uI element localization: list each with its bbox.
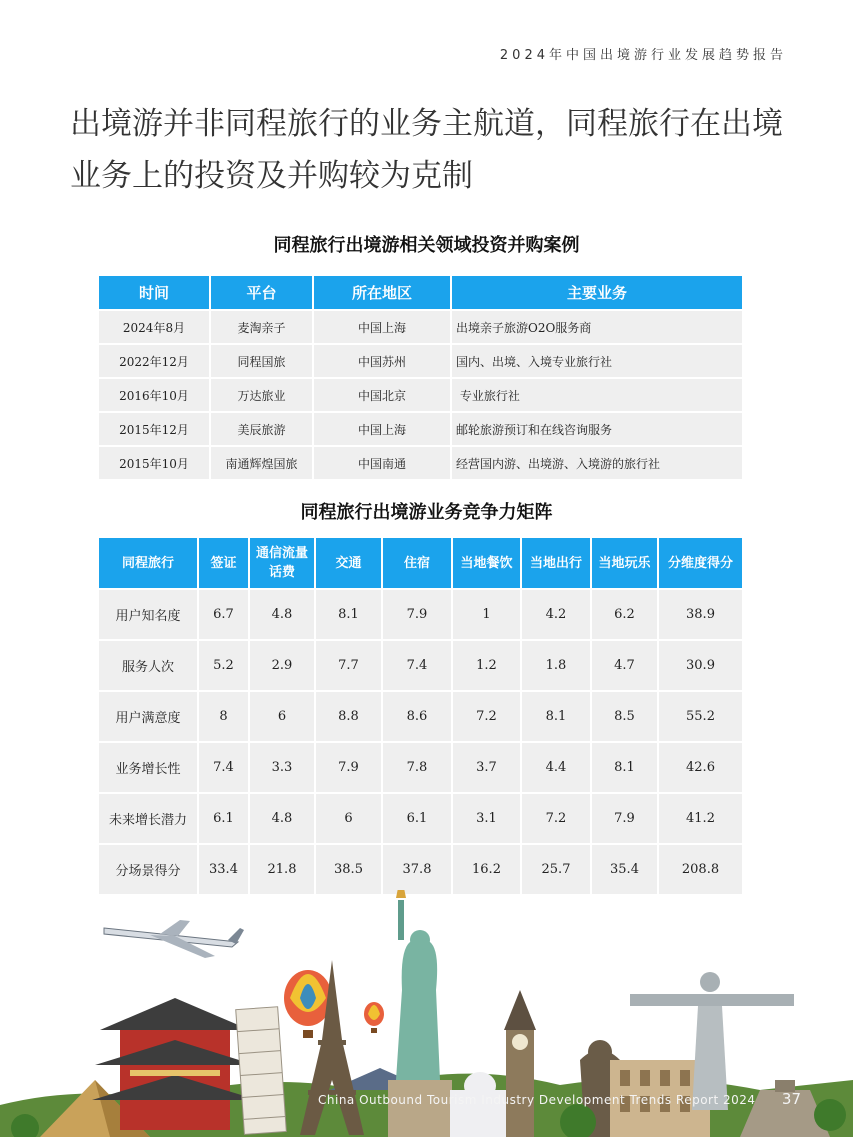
table-row <box>98 742 743 793</box>
airplane-icon <box>104 920 244 958</box>
page-number: 37 <box>781 1090 801 1108</box>
cell-platform: 南通辉煌国旅 <box>210 446 313 480</box>
cell-platform: 麦淘亲子 <box>210 310 313 344</box>
row-label-cell: 未来增长潜力 <box>98 793 198 844</box>
page-headline: 出境游并非同程旅行的业务主航道，同程旅行在出境业务上的投资及并购较为克制 <box>70 106 783 194</box>
score-cell: 30.9 <box>658 640 743 691</box>
column-header-dining: 当地餐饮 <box>452 537 521 589</box>
cell-region: 中国上海 <box>313 412 451 446</box>
score-cell: 7.9 <box>591 793 658 844</box>
column-header-local-travel: 当地出行 <box>521 537 591 589</box>
score-cell: 4.4 <box>521 742 591 793</box>
cell-time: 2022年12月 <box>98 344 210 378</box>
table-row <box>98 378 743 412</box>
cell-region: 中国南通 <box>313 446 451 480</box>
table-row <box>98 310 743 344</box>
competitiveness-matrix-table <box>97 536 744 896</box>
leaning-tower-icon <box>236 1007 287 1135</box>
score-cell: 3.7 <box>452 742 521 793</box>
score-cell: 4.8 <box>249 793 315 844</box>
score-cell: 33.4 <box>198 844 249 895</box>
column-header-dimension-score: 分维度得分 <box>658 537 743 589</box>
column-header-platform: 平台 <box>210 275 313 310</box>
score-cell: 208.8 <box>658 844 743 895</box>
score-cell: 8.1 <box>315 589 382 640</box>
score-cell: 6.1 <box>198 793 249 844</box>
column-header-activities: 当地玩乐 <box>591 537 658 589</box>
cell-platform: 美辰旅游 <box>210 412 313 446</box>
cell-business: 专业旅行社 <box>451 378 743 412</box>
column-header-region: 所在地区 <box>313 275 451 310</box>
score-cell: 4.8 <box>249 589 315 640</box>
cell-business: 经营国内游、出境游、入境游的旅行社 <box>451 446 743 480</box>
column-header-transport: 交通 <box>315 537 382 589</box>
score-cell: 7.9 <box>382 589 452 640</box>
score-cell: 1.2 <box>452 640 521 691</box>
score-cell: 16.2 <box>452 844 521 895</box>
row-label-cell: 用户知名度 <box>98 589 198 640</box>
cell-region: 中国上海 <box>313 310 451 344</box>
table-row <box>98 446 743 480</box>
row-label-cell: 业务增长性 <box>98 742 198 793</box>
column-header-time: 时间 <box>98 275 210 310</box>
score-cell: 21.8 <box>249 844 315 895</box>
score-cell: 8.6 <box>382 691 452 742</box>
score-cell: 7.2 <box>521 793 591 844</box>
score-cell: 5.2 <box>198 640 249 691</box>
cell-business: 出境亲子旅游O2O服务商 <box>451 310 743 344</box>
column-header-visa: 签证 <box>198 537 249 589</box>
score-cell: 8.8 <box>315 691 382 742</box>
score-cell: 2.9 <box>249 640 315 691</box>
table-row <box>98 691 743 742</box>
score-cell: 25.7 <box>521 844 591 895</box>
report-watermark: China Outbound Tourism Industry Development Trends Report 2024 <box>318 1093 756 1107</box>
cell-platform: 同程国旅 <box>210 344 313 378</box>
score-cell: 8.5 <box>591 691 658 742</box>
row-label-cell: 分场景得分 <box>98 844 198 895</box>
score-cell: 7.8 <box>382 742 452 793</box>
column-header-business: 主要业务 <box>451 275 743 310</box>
cell-business: 国内、出境、入境专业旅行社 <box>451 344 743 378</box>
score-cell: 6.1 <box>382 793 452 844</box>
score-cell: 1 <box>452 589 521 640</box>
score-cell: 42.6 <box>658 742 743 793</box>
cell-time: 2024年8月 <box>98 310 210 344</box>
competitiveness-table-title: 同程旅行出境游业务竞争力矩阵 <box>300 502 553 523</box>
score-cell: 3.3 <box>249 742 315 793</box>
table-row <box>98 344 743 378</box>
score-cell: 55.2 <box>658 691 743 742</box>
score-cell: 7.2 <box>452 691 521 742</box>
report-header: 2024年中国出境游行业发展趋势报告 <box>499 48 787 63</box>
cell-region: 中国苏州 <box>313 344 451 378</box>
score-cell: 8 <box>198 691 249 742</box>
big-ben-icon <box>504 990 536 1137</box>
score-cell: 6.2 <box>591 589 658 640</box>
hot-air-balloon-icon <box>364 1002 384 1033</box>
score-cell: 6 <box>249 691 315 742</box>
table-row <box>98 589 743 640</box>
score-cell: 4.7 <box>591 640 658 691</box>
score-cell: 8.1 <box>521 691 591 742</box>
score-cell: 4.2 <box>521 589 591 640</box>
table-row <box>98 640 743 691</box>
table-row <box>98 793 743 844</box>
score-cell: 6.7 <box>198 589 249 640</box>
score-cell: 8.1 <box>591 742 658 793</box>
score-cell: 6 <box>315 793 382 844</box>
score-cell: 3.1 <box>452 793 521 844</box>
column-header-telecom: 通信流量话费 <box>249 537 315 589</box>
table-header-row <box>98 537 743 589</box>
score-cell: 38.9 <box>658 589 743 640</box>
score-cell: 35.4 <box>591 844 658 895</box>
cell-time: 2015年10月 <box>98 446 210 480</box>
row-label-cell: 服务人次 <box>98 640 198 691</box>
column-header-lodging: 住宿 <box>382 537 452 589</box>
table-row <box>98 844 743 895</box>
cell-platform: 万达旅业 <box>210 378 313 412</box>
cell-time: 2015年12月 <box>98 412 210 446</box>
investment-table-title: 同程旅行出境游相关领域投资并购案例 <box>273 235 580 256</box>
score-cell: 7.4 <box>198 742 249 793</box>
table-header-row <box>98 275 743 310</box>
cell-region: 中国北京 <box>313 378 451 412</box>
row-label-cell: 用户满意度 <box>98 691 198 742</box>
score-cell: 7.7 <box>315 640 382 691</box>
cell-time: 2016年10月 <box>98 378 210 412</box>
cell-business: 邮轮旅游预订和在线咨询服务 <box>451 412 743 446</box>
score-cell: 7.9 <box>315 742 382 793</box>
column-header-dimension: 同程旅行 <box>98 537 198 589</box>
score-cell: 37.8 <box>382 844 452 895</box>
score-cell: 1.8 <box>521 640 591 691</box>
score-cell: 7.4 <box>382 640 452 691</box>
score-cell: 41.2 <box>658 793 743 844</box>
investment-cases-table <box>97 274 744 481</box>
score-cell: 38.5 <box>315 844 382 895</box>
table-row <box>98 412 743 446</box>
